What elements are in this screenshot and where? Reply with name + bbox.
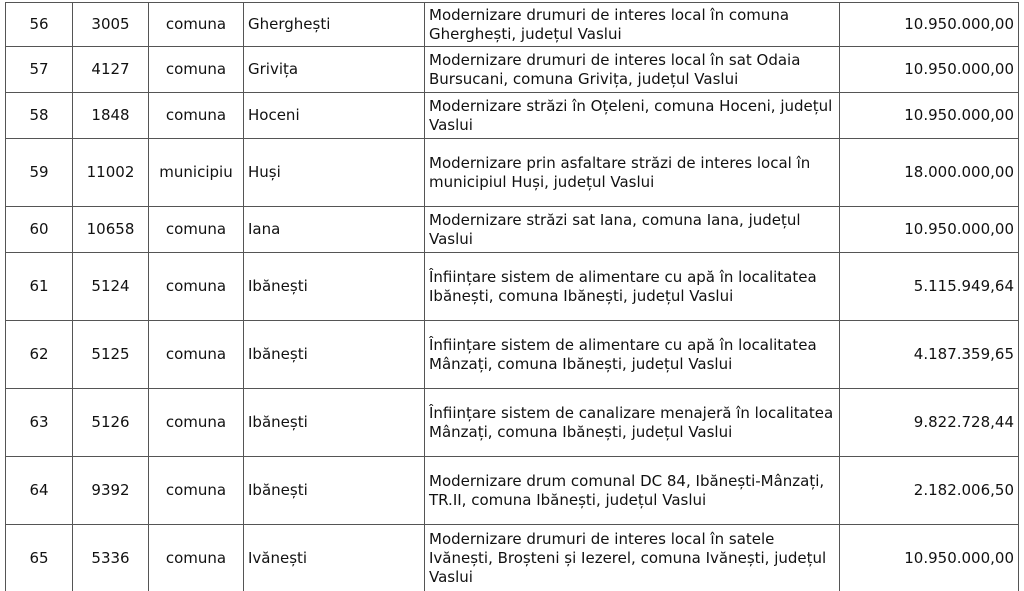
funding-table-body <box>6 3 1019 591</box>
cell-cod: 1848 <box>73 93 149 139</box>
cell-uat: Ibănești <box>244 253 425 321</box>
cell-nr: 65 <box>6 525 73 591</box>
table-row <box>6 3 1019 47</box>
cell-cod: 11002 <box>73 139 149 207</box>
cell-valoare: 9.822.728,44 <box>840 389 1019 457</box>
table-row <box>6 253 1019 321</box>
cell-tip: municipiu <box>149 139 244 207</box>
cell-valoare: 5.115.949,64 <box>840 253 1019 321</box>
cell-uat: Huși <box>244 139 425 207</box>
cell-tip: comuna <box>149 321 244 389</box>
cell-obiectiv: Modernizare drum comunal DC 84, Ibănești-Mânzați, TR.II, comuna Ibănești, județul Vaslui <box>425 457 840 525</box>
cell-nr: 64 <box>6 457 73 525</box>
cell-tip: comuna <box>149 525 244 591</box>
cell-cod: 5336 <box>73 525 149 591</box>
table-row <box>6 389 1019 457</box>
table-row <box>6 47 1019 93</box>
cell-nr: 63 <box>6 389 73 457</box>
cell-obiectiv: Modernizare drumuri de interes local în satele Ivănești, Broșteni și Iezerel, comuna Ivănești, județul Vaslui <box>425 525 840 591</box>
cell-tip: comuna <box>149 389 244 457</box>
cell-tip: comuna <box>149 457 244 525</box>
cell-valoare: 18.000.000,00 <box>840 139 1019 207</box>
cell-cod: 4127 <box>73 47 149 93</box>
cell-uat: Iana <box>244 207 425 253</box>
cell-nr: 58 <box>6 93 73 139</box>
cell-tip: comuna <box>149 253 244 321</box>
cell-valoare: 10.950.000,00 <box>840 207 1019 253</box>
cell-cod: 5124 <box>73 253 149 321</box>
table-row <box>6 139 1019 207</box>
cell-uat: Grivița <box>244 47 425 93</box>
cell-obiectiv: Modernizare străzi sat Iana, comuna Iana, județul Vaslui <box>425 207 840 253</box>
cell-obiectiv: Modernizare drumuri de interes local în sat Odaia Bursucani, comuna Grivița, județul Vaslui <box>425 47 840 93</box>
table-row <box>6 207 1019 253</box>
cell-cod: 9392 <box>73 457 149 525</box>
cell-nr: 61 <box>6 253 73 321</box>
cell-valoare: 10.950.000,00 <box>840 93 1019 139</box>
cell-tip: comuna <box>149 3 244 47</box>
cell-uat: Ibănești <box>244 321 425 389</box>
cell-nr: 57 <box>6 47 73 93</box>
cell-cod: 3005 <box>73 3 149 47</box>
cell-obiectiv: Modernizare drumuri de interes local în comuna Gherghești, județul Vaslui <box>425 3 840 47</box>
cell-valoare: 2.182.006,50 <box>840 457 1019 525</box>
cell-obiectiv: Modernizare străzi în Oțeleni, comuna Hoceni, județul Vaslui <box>425 93 840 139</box>
cell-valoare: 10.950.000,00 <box>840 47 1019 93</box>
cell-nr: 62 <box>6 321 73 389</box>
cell-nr: 56 <box>6 3 73 47</box>
cell-obiectiv: Înființare sistem de alimentare cu apă în localitatea Mânzați, comuna Ibănești, județul Vaslui <box>425 321 840 389</box>
cell-nr: 59 <box>6 139 73 207</box>
cell-cod: 10658 <box>73 207 149 253</box>
cell-uat: Ivănești <box>244 525 425 591</box>
cell-cod: 5126 <box>73 389 149 457</box>
cell-tip: comuna <box>149 93 244 139</box>
table-row <box>6 93 1019 139</box>
table-row <box>6 321 1019 389</box>
cell-valoare: 4.187.359,65 <box>840 321 1019 389</box>
cell-obiectiv: Modernizare prin asfaltare străzi de interes local în municipiul Huși, județul Vaslui <box>425 139 840 207</box>
cell-valoare: 10.950.000,00 <box>840 3 1019 47</box>
cell-uat: Ibănești <box>244 457 425 525</box>
funding-table <box>5 2 1019 591</box>
table-row <box>6 525 1019 591</box>
cell-uat: Gherghești <box>244 3 425 47</box>
cell-tip: comuna <box>149 207 244 253</box>
cell-obiectiv: Înființare sistem de alimentare cu apă în localitatea Ibănești, comuna Ibănești, județul Vaslui <box>425 253 840 321</box>
cell-uat: Hoceni <box>244 93 425 139</box>
cell-cod: 5125 <box>73 321 149 389</box>
cell-valoare: 10.950.000,00 <box>840 525 1019 591</box>
cell-uat: Ibănești <box>244 389 425 457</box>
table-row <box>6 457 1019 525</box>
cell-nr: 60 <box>6 207 73 253</box>
cell-obiectiv: Înființare sistem de canalizare menajeră în localitatea Mânzați, comuna Ibănești, județul Vaslui <box>425 389 840 457</box>
cell-tip: comuna <box>149 47 244 93</box>
